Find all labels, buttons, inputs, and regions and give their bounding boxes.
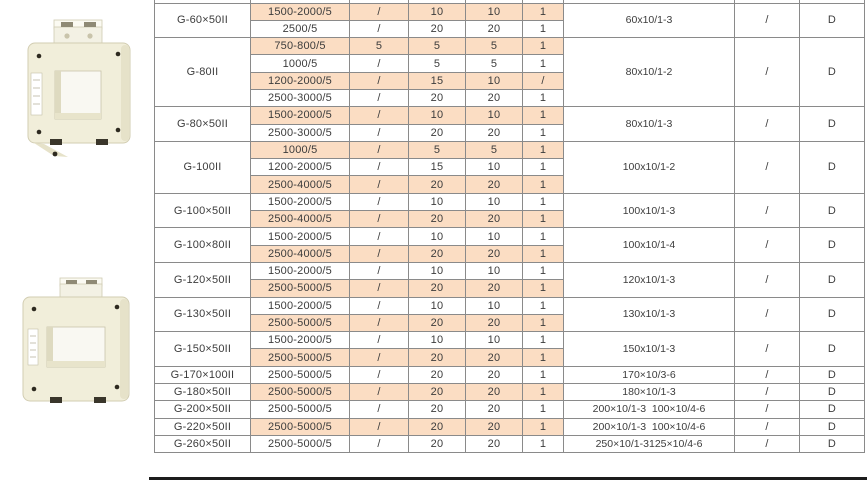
grade-cell: D (800, 401, 865, 418)
grade-cell: D (800, 297, 865, 332)
transformer-body (28, 43, 130, 157)
value-cell: 5 (466, 141, 523, 158)
value-cell: 1 (523, 349, 564, 366)
value-cell: / (350, 245, 409, 262)
value-cell: 1 (523, 38, 564, 55)
value-cell: / (350, 332, 409, 349)
busbar-spec-cell: 150x10/1-3 (564, 332, 735, 367)
side-label (28, 329, 38, 365)
aux-cell: / (735, 141, 800, 193)
corner-screw (115, 305, 120, 310)
busbar-spec-cell: 170×10/3-6 (564, 366, 735, 383)
corner-screw (115, 385, 120, 390)
busbar-spec-cell: 250×10/1-3125×10/4-6 (564, 435, 735, 452)
value-cell: / (350, 159, 409, 176)
model-cell: G-100×80II (155, 228, 251, 263)
corner-screw (32, 307, 37, 312)
value-cell: / (350, 228, 409, 245)
model-cell: G-100×50II (155, 193, 251, 228)
ratio-cell: 1500-2000/5 (251, 228, 350, 245)
value-cell: 5 (466, 38, 523, 55)
corner-screw (37, 130, 42, 135)
product-photo-bottom (20, 270, 132, 410)
value-cell: 20 (466, 280, 523, 297)
value-cell: 1 (523, 384, 564, 401)
value-cell: 10 (409, 228, 466, 245)
value-cell: 1 (523, 418, 564, 435)
ratio-cell: 2500-5000/5 (251, 366, 350, 383)
value-cell: 20 (409, 384, 466, 401)
busbar-spec-cell: 60x10/1-3 (564, 3, 735, 38)
value-cell: / (350, 107, 409, 124)
value-cell: / (350, 366, 409, 383)
ratio-cell: 2500-5000/5 (251, 314, 350, 331)
value-cell: / (350, 176, 409, 193)
value-cell: / (350, 435, 409, 452)
model-cell: G-260×50II (155, 435, 251, 452)
terminal-block (54, 20, 102, 45)
ratio-cell: 1500-2000/5 (251, 3, 350, 20)
value-cell: 1 (523, 159, 564, 176)
value-cell: 1 (523, 228, 564, 245)
aux-cell: / (735, 193, 800, 228)
table-row (155, 418, 865, 435)
mounting-foot (50, 139, 62, 145)
busbar-spec-cell: 80x10/1-3 (564, 107, 735, 142)
ratio-cell: 1000/5 (251, 55, 350, 72)
grade-cell: D (800, 38, 865, 107)
value-cell: 20 (466, 20, 523, 37)
aux-cell: / (735, 384, 800, 401)
corner-screw (116, 128, 121, 133)
value-cell: 20 (409, 435, 466, 452)
base-perspective (34, 143, 68, 157)
value-cell: 1 (523, 107, 564, 124)
value-cell: 10 (466, 72, 523, 89)
table-row (155, 3, 865, 20)
terminal-block (60, 278, 102, 299)
value-cell: / (350, 297, 409, 314)
ratio-cell: 1000/5 (251, 141, 350, 158)
table-row (155, 262, 865, 279)
corner-screw (116, 52, 121, 57)
value-cell: 20 (466, 418, 523, 435)
grade-cell: D (800, 262, 865, 297)
grade-cell: D (800, 384, 865, 401)
value-cell: 5 (409, 141, 466, 158)
value-cell: 20 (409, 176, 466, 193)
aux-cell: / (735, 107, 800, 142)
ratio-cell: 2500-5000/5 (251, 418, 350, 435)
ratio-cell: 2500-5000/5 (251, 435, 350, 452)
value-cell: / (350, 55, 409, 72)
table-row (155, 107, 865, 124)
aux-cell: / (735, 228, 800, 263)
busbar-spec-cell: 130x10/1-3 (564, 297, 735, 332)
value-cell: / (350, 211, 409, 228)
value-cell: 1 (523, 262, 564, 279)
busbar-spec-cell: 100x10/1-2 (564, 141, 735, 193)
ratio-cell: 1200-2000/5 (251, 72, 350, 89)
value-cell: 20 (409, 349, 466, 366)
model-cell: G-220×50II (155, 418, 251, 435)
value-cell: 1 (523, 141, 564, 158)
value-cell: 10 (466, 332, 523, 349)
value-cell: 10 (466, 159, 523, 176)
value-cell: / (350, 384, 409, 401)
value-cell: 1 (523, 55, 564, 72)
value-cell: 20 (466, 314, 523, 331)
mounting-foot (50, 397, 62, 403)
table-row (155, 435, 865, 452)
ratio-cell: 750-800/5 (251, 38, 350, 55)
value-cell: 20 (466, 384, 523, 401)
table-row (155, 38, 865, 55)
corner-screw (37, 54, 42, 59)
ratio-cell: 2500-4000/5 (251, 245, 350, 262)
ratio-cell: 2500-3000/5 (251, 89, 350, 106)
window-opening (55, 71, 101, 119)
table-row (155, 141, 865, 158)
table-row (155, 332, 865, 349)
ratio-cell: 2500-5000/5 (251, 384, 350, 401)
value-cell: 10 (409, 262, 466, 279)
value-cell: 20 (466, 349, 523, 366)
model-cell: G-120×50II (155, 262, 251, 297)
value-cell: / (350, 193, 409, 210)
table-row (155, 193, 865, 210)
aux-cell: / (735, 3, 800, 38)
value-cell: 20 (466, 211, 523, 228)
value-cell: 10 (409, 297, 466, 314)
busbar-spec-cell: 200×10/1-3 100×10/4-6 (564, 418, 735, 435)
value-cell: 20 (409, 124, 466, 141)
value-cell: 1 (523, 366, 564, 383)
value-cell: 20 (409, 418, 466, 435)
ratio-cell: 2500-5000/5 (251, 280, 350, 297)
value-cell: 1 (523, 89, 564, 106)
value-cell: 20 (466, 89, 523, 106)
ratio-cell: 2500-5000/5 (251, 401, 350, 418)
value-cell: / (350, 401, 409, 418)
ratio-cell: 1500-2000/5 (251, 297, 350, 314)
ratio-cell: 1200-2000/5 (251, 159, 350, 176)
value-cell: 15 (409, 159, 466, 176)
busbar-spec-cell: 100x10/1-4 (564, 228, 735, 263)
value-cell: 20 (409, 401, 466, 418)
transformer-body (23, 297, 129, 403)
value-cell: 10 (409, 3, 466, 20)
value-cell: / (350, 89, 409, 106)
value-cell: 10 (466, 262, 523, 279)
aux-cell: / (735, 38, 800, 107)
ratio-cell: 1500-2000/5 (251, 107, 350, 124)
model-cell: G-60×50II (155, 3, 251, 38)
corner-screw (32, 387, 37, 392)
mounting-foot (96, 139, 108, 145)
ratio-cell: 2500-4000/5 (251, 176, 350, 193)
ratio-cell: 2500-3000/5 (251, 124, 350, 141)
model-cell: G-80II (155, 38, 251, 107)
busbar-spec-cell: 120x10/1-3 (564, 262, 735, 297)
value-cell: 10 (466, 297, 523, 314)
busbar-spec-cell: 100x10/1-3 (564, 193, 735, 228)
value-cell: / (523, 72, 564, 89)
value-cell: 20 (466, 366, 523, 383)
value-cell: 5 (350, 38, 409, 55)
grade-cell: D (800, 418, 865, 435)
value-cell: 10 (466, 228, 523, 245)
spec-table (154, 0, 865, 453)
product-photo-top (24, 10, 136, 158)
model-cell: G-150×50II (155, 332, 251, 367)
value-cell: 1 (523, 20, 564, 37)
model-cell: G-180×50II (155, 384, 251, 401)
ratio-cell: 1500-2000/5 (251, 332, 350, 349)
value-cell: / (350, 280, 409, 297)
value-cell: / (350, 124, 409, 141)
model-cell: G-100II (155, 141, 251, 193)
table-row (155, 228, 865, 245)
value-cell: 1 (523, 211, 564, 228)
value-cell: / (350, 20, 409, 37)
ratio-cell: 1500-2000/5 (251, 262, 350, 279)
table-bottom-rule (149, 477, 867, 480)
spec-table-body (155, 0, 865, 453)
aux-cell: / (735, 435, 800, 452)
value-cell: 1 (523, 280, 564, 297)
grade-cell: D (800, 193, 865, 228)
table-row (155, 384, 865, 401)
value-cell: 1 (523, 297, 564, 314)
model-cell: G-130×50II (155, 297, 251, 332)
value-cell: 20 (409, 211, 466, 228)
aux-cell: / (735, 332, 800, 367)
value-cell: / (350, 262, 409, 279)
value-cell: 1 (523, 3, 564, 20)
grade-cell: D (800, 107, 865, 142)
value-cell: / (350, 141, 409, 158)
value-cell: / (350, 3, 409, 20)
value-cell: 10 (409, 332, 466, 349)
value-cell: 10 (466, 3, 523, 20)
value-cell: 15 (409, 72, 466, 89)
value-cell: 1 (523, 124, 564, 141)
model-cell: G-170×100II (155, 366, 251, 383)
value-cell: 5 (466, 55, 523, 72)
table-row (155, 401, 865, 418)
value-cell: 10 (466, 193, 523, 210)
value-cell: 20 (466, 124, 523, 141)
value-cell: 1 (523, 193, 564, 210)
ratio-cell: 1500-2000/5 (251, 193, 350, 210)
value-cell: 1 (523, 435, 564, 452)
grade-cell: D (800, 228, 865, 263)
ratio-cell: 2500/5 (251, 20, 350, 37)
value-cell: 20 (409, 245, 466, 262)
value-cell: 1 (523, 245, 564, 262)
grade-cell: D (800, 332, 865, 367)
value-cell: 1 (523, 176, 564, 193)
value-cell: / (350, 72, 409, 89)
value-cell: 20 (409, 280, 466, 297)
aux-cell: / (735, 366, 800, 383)
value-cell: 20 (409, 20, 466, 37)
busbar-spec-cell: 80x10/1-2 (564, 38, 735, 107)
side-label (31, 73, 42, 115)
value-cell: 10 (409, 193, 466, 210)
value-cell: / (350, 349, 409, 366)
value-cell: 10 (466, 107, 523, 124)
grade-cell: D (800, 3, 865, 38)
value-cell: 20 (409, 89, 466, 106)
ratio-cell: 2500-5000/5 (251, 349, 350, 366)
value-cell: 1 (523, 401, 564, 418)
value-cell: 20 (409, 366, 466, 383)
value-cell: 20 (466, 435, 523, 452)
ratio-cell: 2500-4000/5 (251, 211, 350, 228)
value-cell: 10 (409, 107, 466, 124)
value-cell: 20 (466, 401, 523, 418)
model-cell: G-80×50II (155, 107, 251, 142)
value-cell: 1 (523, 332, 564, 349)
value-cell: 20 (466, 245, 523, 262)
value-cell: / (350, 314, 409, 331)
value-cell: 1 (523, 314, 564, 331)
aux-cell: / (735, 297, 800, 332)
grade-cell: D (800, 435, 865, 452)
busbar-spec-cell: 200×10/1-3 100×10/4-6 (564, 401, 735, 418)
value-cell: 5 (409, 38, 466, 55)
aux-cell: / (735, 401, 800, 418)
value-cell: 20 (466, 176, 523, 193)
grade-cell: D (800, 366, 865, 383)
table-row (155, 366, 865, 383)
aux-cell: / (735, 262, 800, 297)
value-cell: / (350, 418, 409, 435)
model-cell: G-200×50II (155, 401, 251, 418)
mounting-foot (94, 397, 106, 403)
table-row (155, 297, 865, 314)
busbar-spec-cell: 180×10/1-3 (564, 384, 735, 401)
aux-cell: / (735, 418, 800, 435)
grade-cell: D (800, 141, 865, 193)
value-cell: 5 (409, 55, 466, 72)
value-cell: 20 (409, 314, 466, 331)
